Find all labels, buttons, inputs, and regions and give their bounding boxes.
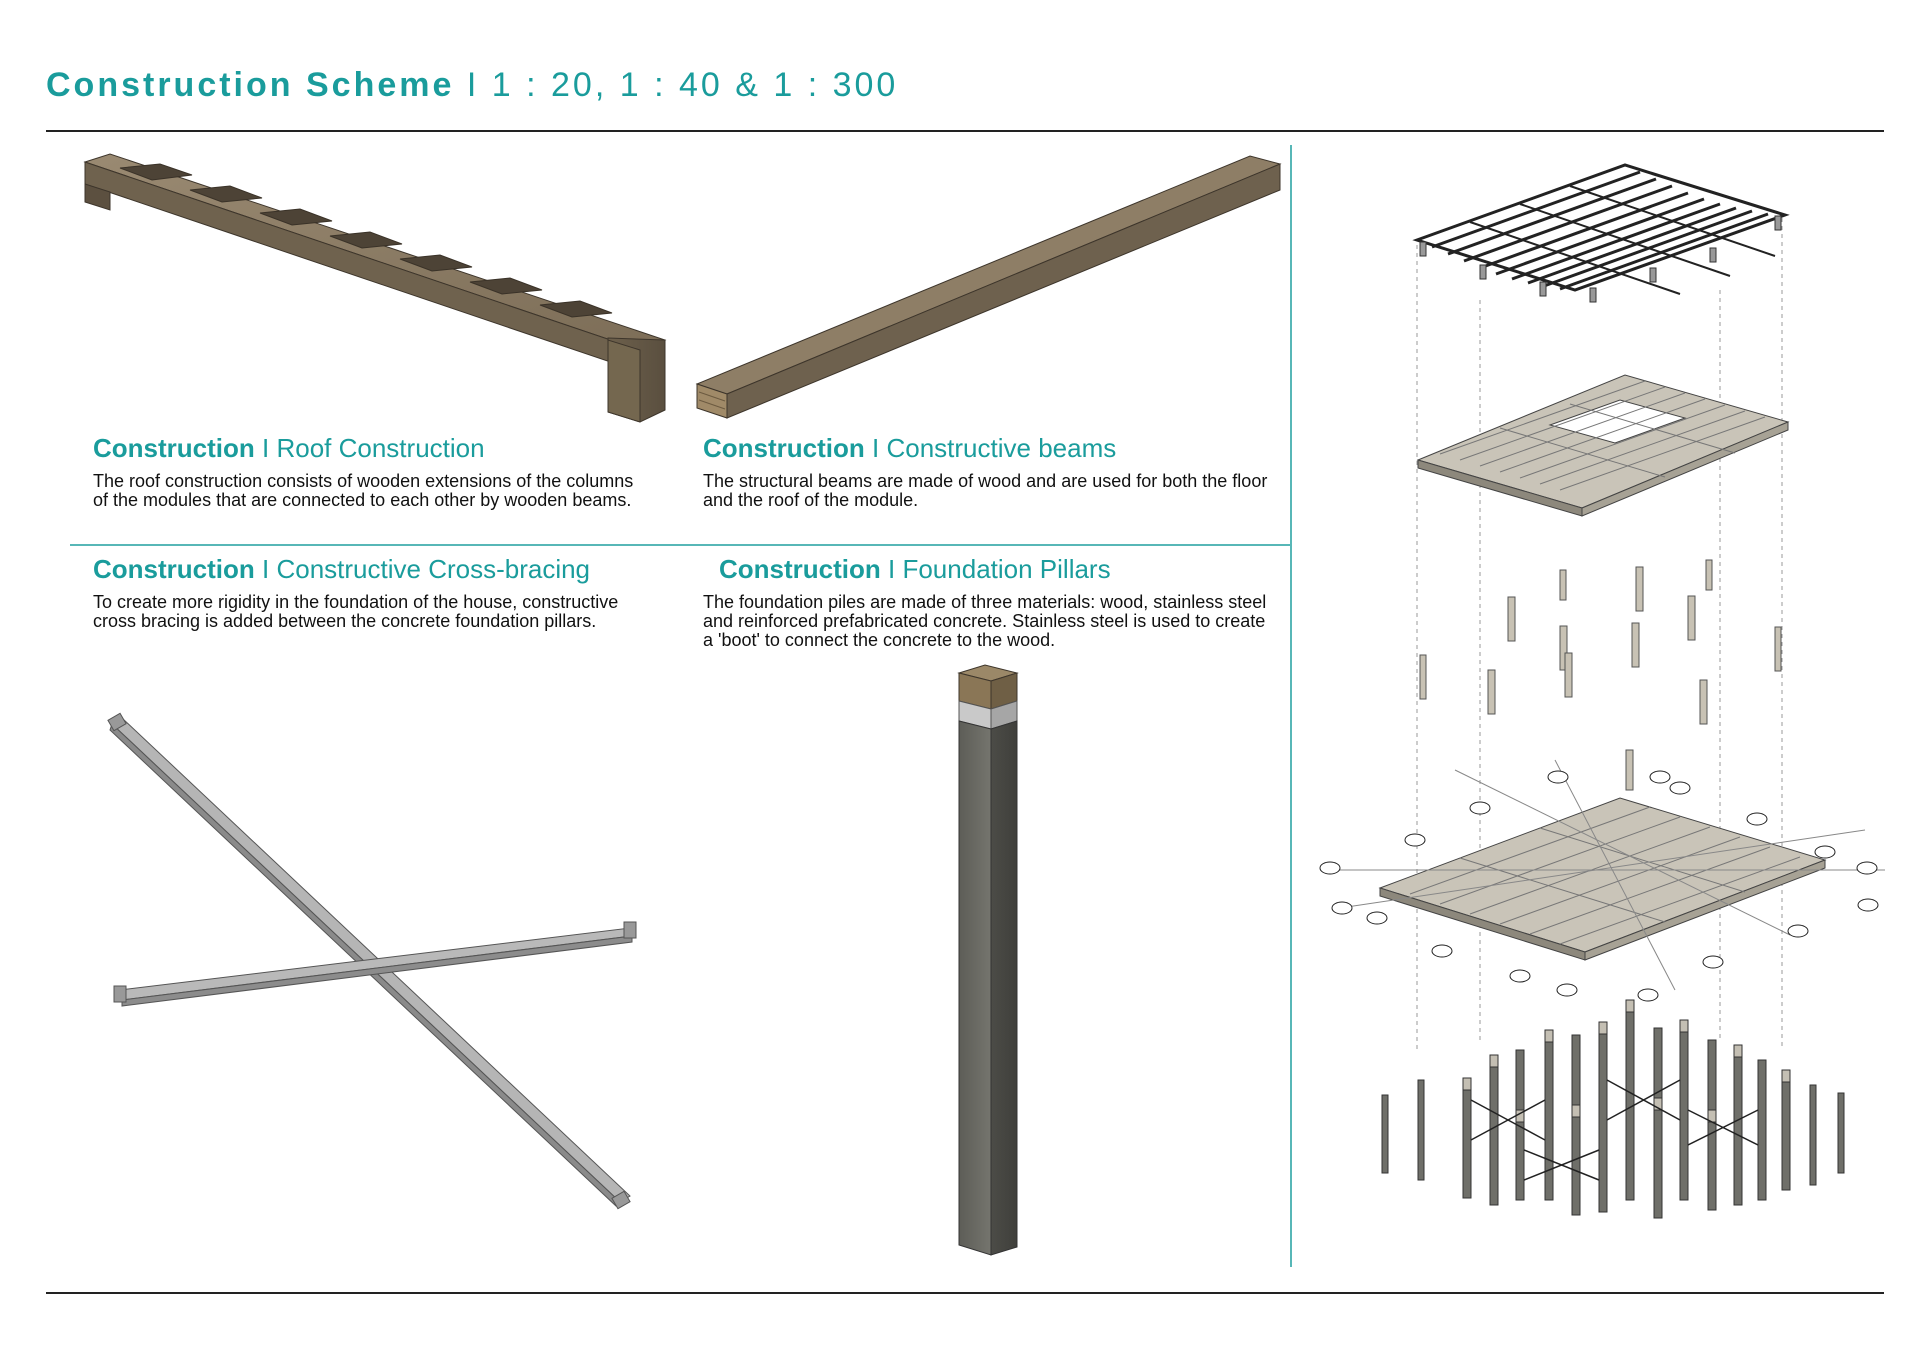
top-rule [46,130,1884,132]
pillar-top-layer [1420,560,1781,790]
heading-bold: Construction [93,433,255,463]
section-cross-bracing [93,554,653,631]
heading-bold: Construction [703,433,865,463]
floor-grid-layer [1320,760,1885,1001]
heading-bold: Construction [93,554,255,584]
section-body: To create more rigidity in the foundation of the house, constructive cross bracing is added between the concrete foundation pillars. [93,592,619,631]
cross-bracing-drawing [110,710,640,1210]
exploded-axonometric-drawing [1320,150,1900,1260]
heading-bold: Construction [719,554,881,584]
row-divider [70,544,1292,546]
heading-separator: I [262,433,270,463]
heading-text: Roof Construction [276,433,485,463]
column-divider [1290,145,1292,1267]
section-heading [719,554,1273,585]
section-roof-construction [93,433,653,510]
foundation-pillars-layer [1382,1000,1844,1218]
heading-text: Foundation Pillars [902,554,1111,584]
page-title [46,66,898,105]
section-body: The roof construction consists of wooden extensions of the columns of the modules that are connected to each other by wooden beams. [93,471,634,510]
heading-separator: I [888,554,896,584]
section-heading [93,554,653,585]
section-foundation-pillars [703,554,1273,650]
section-body: The foundation piles are made of three materials: wood, stainless steel and reinforced prefabricated concrete. Stainless steel is used to create a 'boot' to connect the concrete to the wood. [703,592,1267,650]
beam-layer [1418,375,1788,516]
heading-separator: I [262,554,270,584]
heading-text: Constructive beams [886,433,1117,463]
section-body: The structural beams are made of wood and are used for both the floor and the roof of the module. [703,471,1268,510]
section-heading [703,433,1273,464]
section-constructive-beams [703,433,1273,510]
bottom-rule [46,1292,1884,1294]
page-title-scales: 1 : 20, 1 : 40 & 1 : 300 [491,66,899,104]
page-title-main: Construction Scheme [46,66,455,104]
heading-text: Constructive Cross-bracing [276,554,591,584]
constructive-beam-drawing [695,152,1285,422]
heading-separator: I [872,433,880,463]
roof-frame-layer [1417,165,1785,294]
foundation-pillar-drawing [955,665,1025,1260]
roof-construction-drawing [80,150,670,430]
page-title-separator: I [466,66,480,104]
section-heading [93,433,653,464]
